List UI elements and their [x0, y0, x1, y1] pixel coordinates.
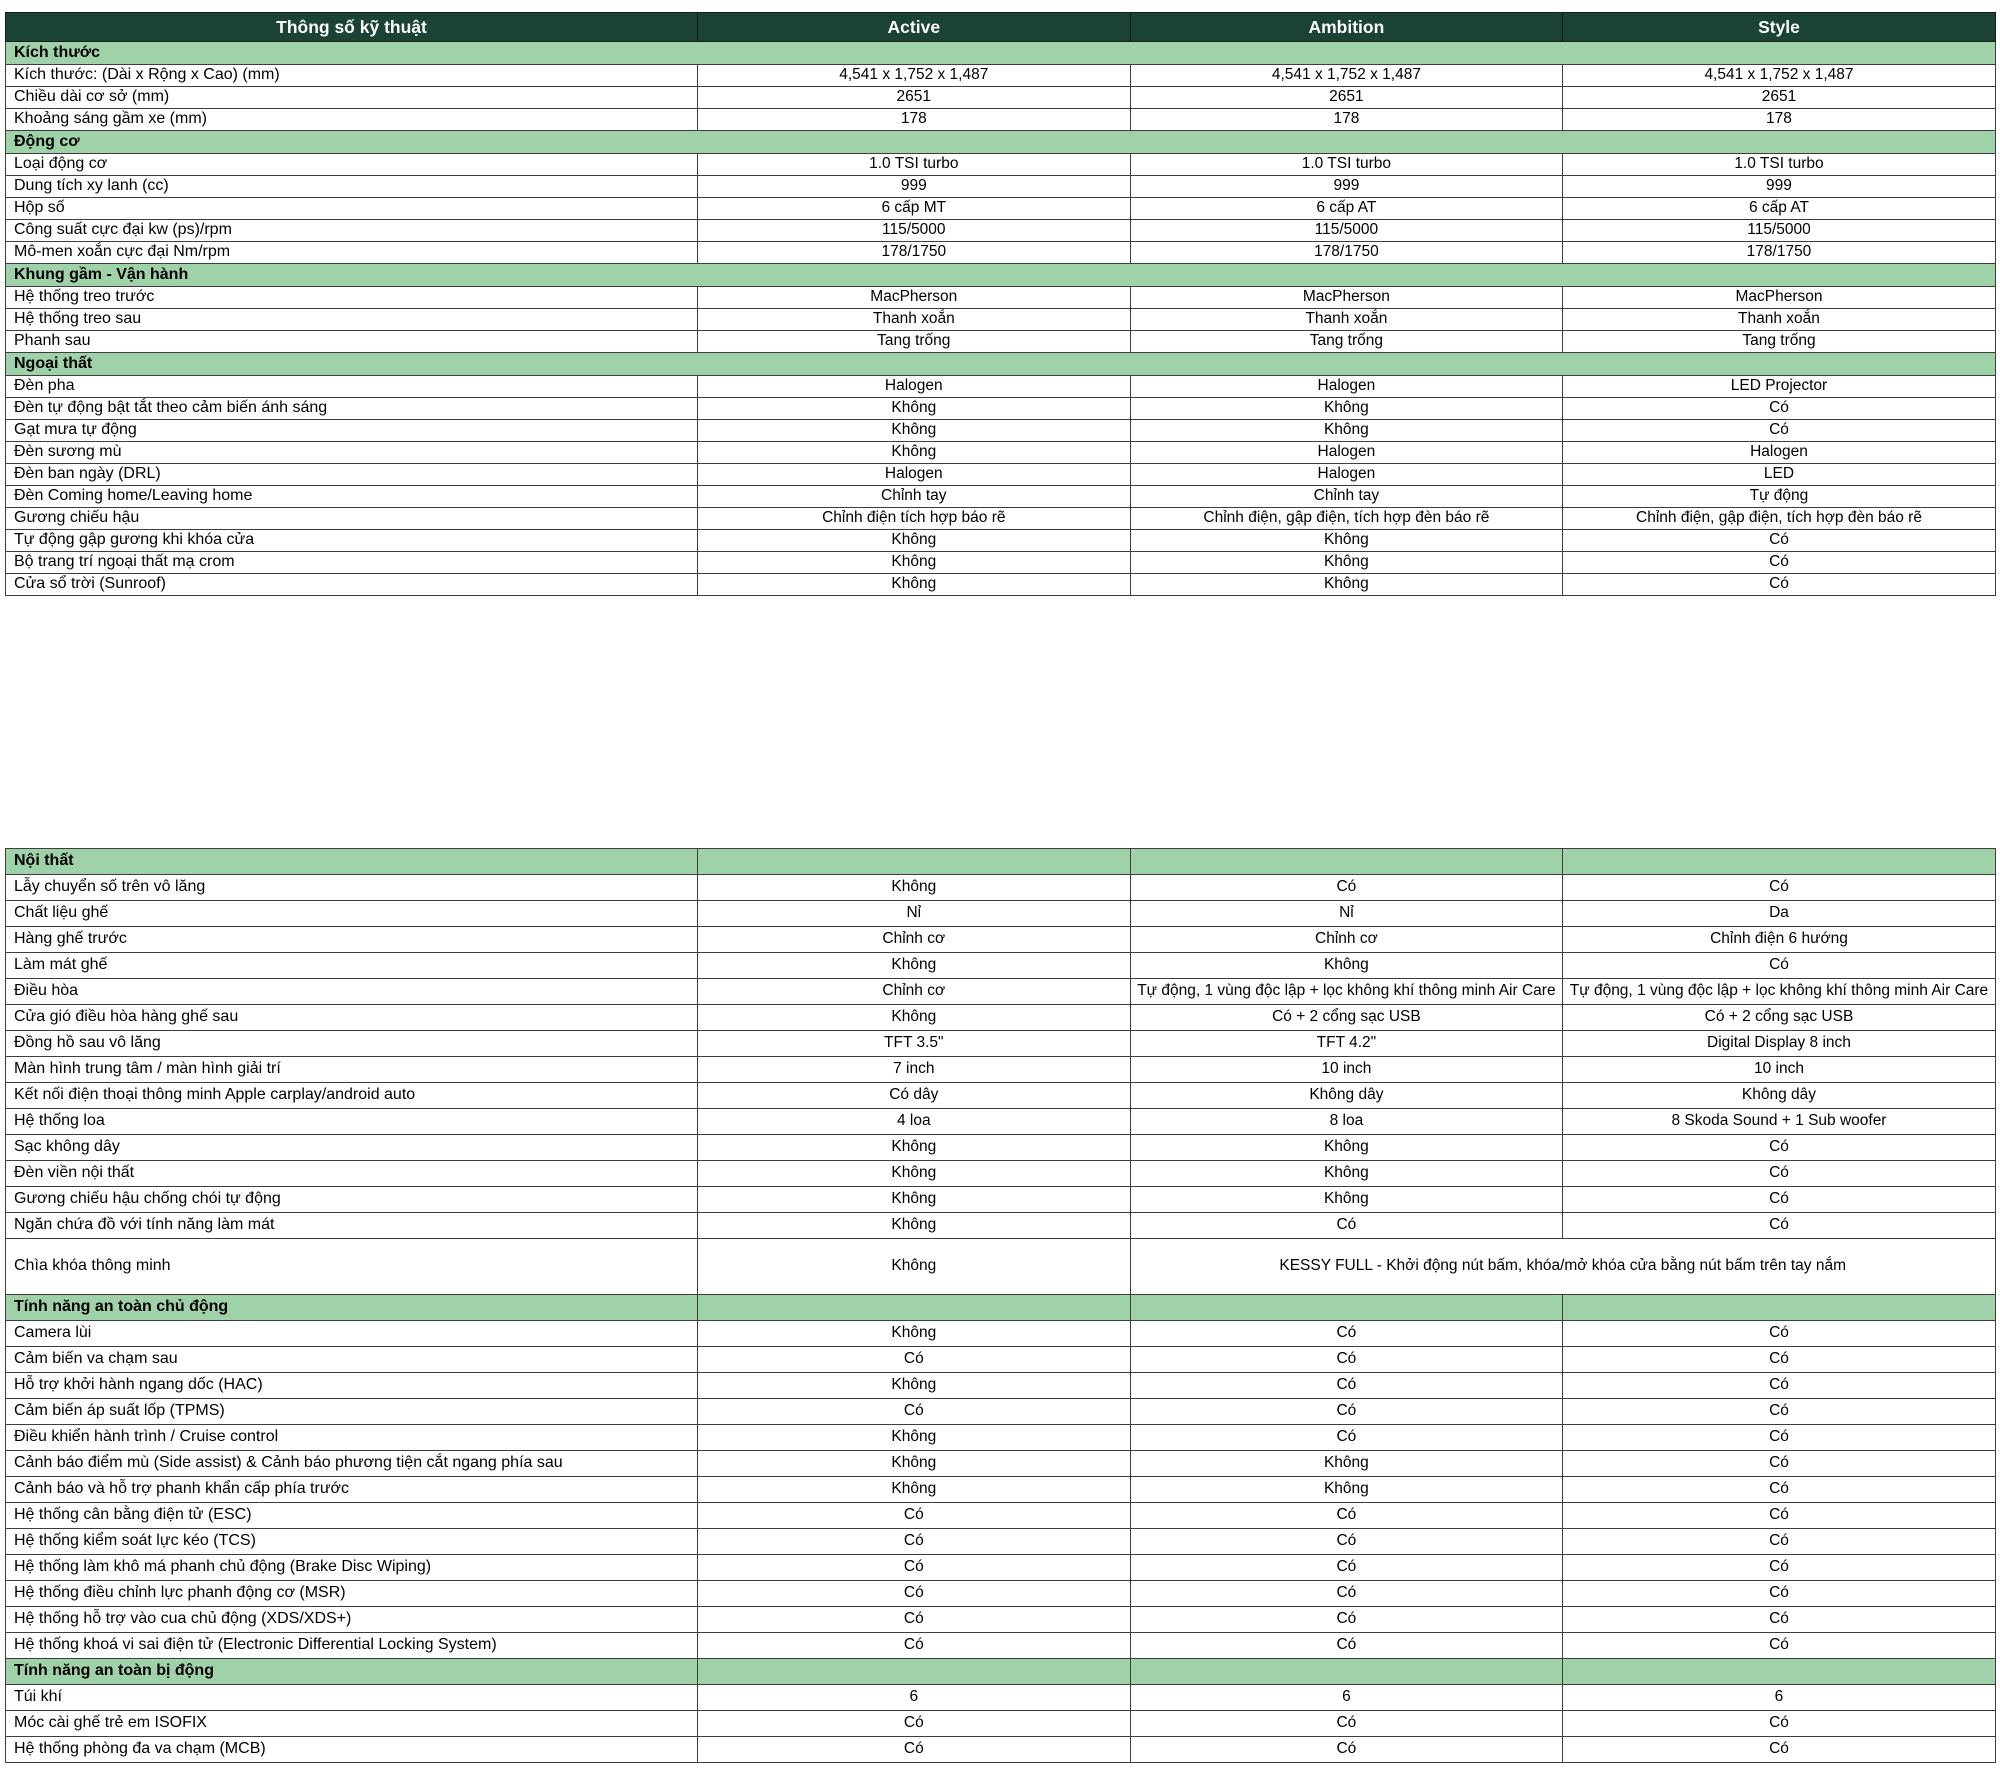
- spec-row: [6, 901, 1996, 927]
- spec-value: Chỉnh tay: [1130, 486, 1563, 508]
- spec-label: Cảnh báo điểm mù (Side assist) & Cảnh báo phương tiện cắt ngang phía sau: [6, 1451, 698, 1477]
- column-header-active: Active: [698, 13, 1131, 42]
- spec-value: Có: [1563, 1213, 1996, 1239]
- spec-value: 10 inch: [1130, 1057, 1563, 1083]
- spec-label: Bộ trang trí ngoại thất mạ crom: [6, 552, 698, 574]
- spec-value: 6: [1130, 1685, 1563, 1711]
- spec-row: [6, 242, 1996, 264]
- spec-value: Không: [1130, 530, 1563, 552]
- spec-value: 2651: [1563, 87, 1996, 109]
- spec-value: Có: [1130, 1555, 1563, 1581]
- spec-row: [6, 198, 1996, 220]
- spec-value: Không dây: [1130, 1083, 1563, 1109]
- spec-value: 1.0 TSI turbo: [1130, 154, 1563, 176]
- spec-value: 4,541 x 1,752 x 1,487: [1130, 65, 1563, 87]
- spec-label: Kết nối điện thoại thông minh Apple carplay/android auto: [6, 1083, 698, 1109]
- spec-label: Đèn sương mù: [6, 442, 698, 464]
- spec-value: Chỉnh điện 6 hướng: [1563, 927, 1996, 953]
- section-header: Khung gầm - Vận hành: [6, 264, 1996, 287]
- spec-value: Có: [1130, 1607, 1563, 1633]
- spec-value: Không: [698, 1161, 1131, 1187]
- spec-label: Cửa sổ trời (Sunroof): [6, 574, 698, 596]
- spec-row: [6, 875, 1996, 901]
- spec-label: Hệ thống làm khô má phanh chủ động (Brake Disc Wiping): [6, 1555, 698, 1581]
- spec-value: Không: [1130, 1477, 1563, 1503]
- section-header-fill: [1130, 1659, 1563, 1685]
- spec-value: Có: [1130, 1711, 1563, 1737]
- spec-value: Thanh xoắn: [1563, 309, 1996, 331]
- spec-value: 178/1750: [1130, 242, 1563, 264]
- spec-value: Có: [1130, 1373, 1563, 1399]
- spec-value-merged: KESSY FULL - Khởi động nút bấm, khóa/mở khóa cửa bằng nút bấm trên tay nắm: [1130, 1239, 1995, 1295]
- spec-label: Camera lùi: [6, 1321, 698, 1347]
- spec-value: Có: [1563, 420, 1996, 442]
- spec-label: Cảm biến va chạm sau: [6, 1347, 698, 1373]
- spec-value: Không: [1130, 953, 1563, 979]
- spec-value: 4,541 x 1,752 x 1,487: [1563, 65, 1996, 87]
- spec-label: Hệ thống treo trước: [6, 287, 698, 309]
- section-header-fill: [1563, 1295, 1996, 1321]
- spec-value: Có: [1563, 1477, 1996, 1503]
- section-header-fill: [698, 849, 1131, 875]
- section-header: Tính năng an toàn bị động: [6, 1659, 698, 1685]
- spec-value: Có: [1563, 398, 1996, 420]
- spec-value: Thanh xoắn: [1130, 309, 1563, 331]
- spec-value: Có: [1130, 1529, 1563, 1555]
- spec-value: 2651: [698, 87, 1131, 109]
- spec-value: 6 cấp AT: [1563, 198, 1996, 220]
- spec-value: Nỉ: [698, 901, 1131, 927]
- spec-value: 8 loa: [1130, 1109, 1563, 1135]
- spec-value: Có: [698, 1529, 1131, 1555]
- spec-row: [6, 1633, 1996, 1659]
- spec-value: Không: [1130, 1135, 1563, 1161]
- spec-label: Đèn Coming home/Leaving home: [6, 486, 698, 508]
- spec-value: 6: [698, 1685, 1131, 1711]
- spec-value: Không: [698, 420, 1131, 442]
- spec-row: [6, 1239, 1996, 1295]
- spec-value: Tang trống: [1563, 331, 1996, 353]
- spec-value: LED Projector: [1563, 376, 1996, 398]
- spec-label: Đèn pha: [6, 376, 698, 398]
- column-header-style: Style: [1563, 13, 1996, 42]
- spec-value: Không: [1130, 1161, 1563, 1187]
- spec-value: Có: [1563, 1711, 1996, 1737]
- spec-row: [6, 1213, 1996, 1239]
- spec-label: Hàng ghế trước: [6, 927, 698, 953]
- spec-row: [6, 574, 1996, 596]
- spec-value: TFT 4.2": [1130, 1031, 1563, 1057]
- spec-row: [6, 376, 1996, 398]
- spec-value: Có: [1130, 1425, 1563, 1451]
- spec-value: Có: [1563, 953, 1996, 979]
- spec-value: Có: [1563, 1373, 1996, 1399]
- spec-value: Có: [698, 1737, 1131, 1763]
- spec-label: Hệ thống loa: [6, 1109, 698, 1135]
- spec-row: [6, 1425, 1996, 1451]
- spec-value: Halogen: [1130, 442, 1563, 464]
- spec-value: Da: [1563, 901, 1996, 927]
- spec-value: Chỉnh cơ: [698, 979, 1131, 1005]
- spec-value: Có: [1563, 1451, 1996, 1477]
- spec-value: Có: [1563, 552, 1996, 574]
- spec-value: Có: [1563, 1737, 1996, 1763]
- spec-value: 6 cấp AT: [1130, 198, 1563, 220]
- spec-row: [6, 287, 1996, 309]
- section-header-fill: [1563, 1659, 1996, 1685]
- spec-value: Có: [1563, 1135, 1996, 1161]
- spec-row: [6, 420, 1996, 442]
- section-header-fill: [1130, 1295, 1563, 1321]
- spec-label: Cửa gió điều hòa hàng ghế sau: [6, 1005, 698, 1031]
- spec-value: 1.0 TSI turbo: [698, 154, 1131, 176]
- spec-label: Hệ thống hỗ trợ vào cua chủ động (XDS/XDS+): [6, 1607, 698, 1633]
- spec-value: LED: [1563, 464, 1996, 486]
- spec-value: Halogen: [698, 464, 1131, 486]
- spec-value: 115/5000: [1563, 220, 1996, 242]
- spec-row: [6, 1161, 1996, 1187]
- spec-value: 8 Skoda Sound + 1 Sub woofer: [1563, 1109, 1996, 1135]
- spec-value: Có: [1130, 1213, 1563, 1239]
- spec-value: Có: [1563, 1321, 1996, 1347]
- section-header: Ngoại thất: [6, 353, 1996, 376]
- spec-value: Có: [698, 1399, 1131, 1425]
- spec-value: Chỉnh điện tích hợp báo rẽ: [698, 508, 1131, 530]
- spec-value: Không: [698, 1187, 1131, 1213]
- spec-label: Móc cài ghế trẻ em ISOFIX: [6, 1711, 698, 1737]
- spec-value: Có: [1563, 1347, 1996, 1373]
- spec-value: Có: [1130, 1737, 1563, 1763]
- spec-row: [6, 1607, 1996, 1633]
- spec-row: [6, 1477, 1996, 1503]
- spec-row: [6, 1083, 1996, 1109]
- spec-value: Không: [698, 1373, 1131, 1399]
- spec-value: Không: [698, 398, 1131, 420]
- spec-label: Mô-men xoắn cực đại Nm/rpm: [6, 242, 698, 264]
- spec-value: Có: [1563, 1503, 1996, 1529]
- spec-value: Có + 2 cổng sạc USB: [1563, 1005, 1996, 1031]
- spec-label: Đèn viền nội thất: [6, 1161, 698, 1187]
- spec-label: Gạt mưa tự động: [6, 420, 698, 442]
- spec-row: [6, 1711, 1996, 1737]
- spec-row: [6, 220, 1996, 242]
- spec-value: Có: [1563, 1581, 1996, 1607]
- spec-label: Lẫy chuyển số trên vô lăng: [6, 875, 698, 901]
- spec-label: Phanh sau: [6, 331, 698, 353]
- spec-label: Tự động gập gương khi khóa cửa: [6, 530, 698, 552]
- spec-label: Đồng hồ sau vô lăng: [6, 1031, 698, 1057]
- spec-label: Hệ thống treo sau: [6, 309, 698, 331]
- section-row: [6, 353, 1996, 376]
- spec-row: [6, 530, 1996, 552]
- spec-value: Không: [1130, 552, 1563, 574]
- spec-row: [6, 1109, 1996, 1135]
- spec-value: Có: [698, 1711, 1131, 1737]
- spec-table-top: [5, 12, 1996, 596]
- spec-label: Ngăn chứa đồ với tính năng làm mát: [6, 1213, 698, 1239]
- spec-value: Có: [1563, 1529, 1996, 1555]
- spec-value: Có: [698, 1607, 1131, 1633]
- spec-value: Không: [698, 1239, 1131, 1295]
- spec-label: Hỗ trợ khởi hành ngang dốc (HAC): [6, 1373, 698, 1399]
- spec-value: 178/1750: [698, 242, 1131, 264]
- spec-value: TFT 3.5": [698, 1031, 1131, 1057]
- section-header-fill: [1563, 849, 1996, 875]
- spec-value: Halogen: [698, 376, 1131, 398]
- spec-value: Không: [698, 1005, 1131, 1031]
- spec-value: Tự động, 1 vùng độc lập + lọc không khí thông minh Air Care: [1130, 979, 1563, 1005]
- spec-value: Halogen: [1563, 442, 1996, 464]
- spec-value: Có: [1563, 1607, 1996, 1633]
- section-header: Nội thất: [6, 849, 698, 875]
- spec-row: [6, 1581, 1996, 1607]
- column-header-spec: Thông số kỹ thuật: [6, 13, 698, 42]
- spec-value: Thanh xoắn: [698, 309, 1131, 331]
- spec-value: MacPherson: [698, 287, 1131, 309]
- spec-row: [6, 1373, 1996, 1399]
- spec-value: Không: [698, 574, 1131, 596]
- spec-row: [6, 1451, 1996, 1477]
- section-row: [6, 264, 1996, 287]
- spec-label: Sạc không dây: [6, 1135, 698, 1161]
- spec-label: Hệ thống kiểm soát lực kéo (TCS): [6, 1529, 698, 1555]
- spec-label: Đèn tự động bật tắt theo cảm biến ánh sáng: [6, 398, 698, 420]
- spec-row: [6, 552, 1996, 574]
- spec-label: Dung tích xy lanh (cc): [6, 176, 698, 198]
- spec-row: [6, 508, 1996, 530]
- spec-row: [6, 1005, 1996, 1031]
- spec-row: [6, 927, 1996, 953]
- spec-row: [6, 65, 1996, 87]
- spec-row: [6, 979, 1996, 1005]
- spec-value: Có: [1130, 1347, 1563, 1373]
- spec-row: [6, 486, 1996, 508]
- spec-value: Không: [698, 1321, 1131, 1347]
- spec-value: MacPherson: [1563, 287, 1996, 309]
- section-header: Động cơ: [6, 131, 1996, 154]
- spec-value: Có: [1563, 1399, 1996, 1425]
- spec-row: [6, 1057, 1996, 1083]
- spec-row: [6, 1529, 1996, 1555]
- spec-row: [6, 1555, 1996, 1581]
- section-row: [6, 1295, 1996, 1321]
- spec-label: Làm mát ghế: [6, 953, 698, 979]
- section-header-fill: [698, 1295, 1131, 1321]
- spec-value: Không: [698, 530, 1131, 552]
- spec-value: Không: [698, 442, 1131, 464]
- spec-value: Chỉnh điện, gập điện, tích hợp đèn báo rẽ: [1130, 508, 1563, 530]
- spec-value: Có: [698, 1555, 1131, 1581]
- spec-row: [6, 442, 1996, 464]
- spec-row: [6, 953, 1996, 979]
- spec-value: MacPherson: [1130, 287, 1563, 309]
- spec-row: [6, 1399, 1996, 1425]
- spec-value: Có + 2 cổng sạc USB: [1130, 1005, 1563, 1031]
- spec-row: [6, 1187, 1996, 1213]
- spec-row: [6, 109, 1996, 131]
- spec-value: 6: [1563, 1685, 1996, 1711]
- spec-value: 10 inch: [1563, 1057, 1996, 1083]
- spec-value: Có: [698, 1503, 1131, 1529]
- spec-label: Chất liệu ghế: [6, 901, 698, 927]
- spec-label: Túi khí: [6, 1685, 698, 1711]
- spec-label: Gương chiếu hậu chống chói tự động: [6, 1187, 698, 1213]
- spec-value: 6 cấp MT: [698, 198, 1131, 220]
- spec-row: [6, 154, 1996, 176]
- spec-value: Không: [698, 552, 1131, 574]
- spec-value: Có: [1563, 875, 1996, 901]
- spec-row: [6, 87, 1996, 109]
- spec-row: [6, 1321, 1996, 1347]
- spec-label: Cảm biến áp suất lốp (TPMS): [6, 1399, 698, 1425]
- spec-value: 115/5000: [698, 220, 1131, 242]
- spec-row: [6, 331, 1996, 353]
- spec-value: Không dây: [1563, 1083, 1996, 1109]
- spec-row: [6, 1135, 1996, 1161]
- spec-value: 7 inch: [698, 1057, 1131, 1083]
- spec-label: Loại động cơ: [6, 154, 698, 176]
- spec-value: 115/5000: [1130, 220, 1563, 242]
- spec-value: Có: [698, 1581, 1131, 1607]
- spec-value: 178: [698, 109, 1131, 131]
- spec-value: Có: [1130, 1633, 1563, 1659]
- spec-value: 2651: [1130, 87, 1563, 109]
- spec-value: Có: [1563, 1187, 1996, 1213]
- spec-value: Có: [1563, 574, 1996, 596]
- spec-value: 999: [1130, 176, 1563, 198]
- spec-value: Có: [1130, 1503, 1563, 1529]
- spec-row: [6, 309, 1996, 331]
- spec-row: [6, 176, 1996, 198]
- spec-label: Công suất cực đại kw (ps)/rpm: [6, 220, 698, 242]
- spec-label: Điều hòa: [6, 979, 698, 1005]
- section-row: [6, 131, 1996, 154]
- spec-label: Chiều dài cơ sở (mm): [6, 87, 698, 109]
- spec-value: Không: [698, 1213, 1131, 1239]
- column-header-ambition: Ambition: [1130, 13, 1563, 42]
- spec-label: Hệ thống điều chỉnh lực phanh động cơ (MSR): [6, 1581, 698, 1607]
- spec-value: Digital Display 8 inch: [1563, 1031, 1996, 1057]
- spec-label: Hệ thống cân bằng điện tử (ESC): [6, 1503, 698, 1529]
- spec-value: Có: [1563, 1161, 1996, 1187]
- spec-value: Không: [698, 1135, 1131, 1161]
- spec-value: Không: [698, 953, 1131, 979]
- spec-value: Tang trống: [698, 331, 1131, 353]
- spec-value: Có: [698, 1633, 1131, 1659]
- spec-value: Halogen: [1130, 376, 1563, 398]
- spec-row: [6, 464, 1996, 486]
- spec-label: Màn hình trung tâm / màn hình giải trí: [6, 1057, 698, 1083]
- spec-value: Không: [1130, 1451, 1563, 1477]
- spec-label: Khoảng sáng gầm xe (mm): [6, 109, 698, 131]
- spec-value: 999: [698, 176, 1131, 198]
- spec-value: Có dây: [698, 1083, 1131, 1109]
- spec-value: 1.0 TSI turbo: [1563, 154, 1996, 176]
- spec-value: Không: [698, 875, 1131, 901]
- spec-value: Có: [1130, 1399, 1563, 1425]
- spec-value: Không: [1130, 1187, 1563, 1213]
- spec-value: Có: [1563, 1633, 1996, 1659]
- spec-label: Điều khiển hành trình / Cruise control: [6, 1425, 698, 1451]
- spec-table-bottom: [5, 848, 1996, 1763]
- spec-value: 178/1750: [1563, 242, 1996, 264]
- spec-value: Có: [1130, 875, 1563, 901]
- spec-value: Tang trống: [1130, 331, 1563, 353]
- spec-row: [6, 1737, 1996, 1763]
- spec-row: [6, 1685, 1996, 1711]
- spec-value: Có: [1130, 1581, 1563, 1607]
- spec-label: Hộp số: [6, 198, 698, 220]
- spec-value: Chỉnh điện, gập điện, tích hợp đèn báo rẽ: [1563, 508, 1996, 530]
- spec-value: Không: [698, 1477, 1131, 1503]
- spec-value: Không: [1130, 420, 1563, 442]
- spec-value: 178: [1563, 109, 1996, 131]
- spec-row: [6, 1347, 1996, 1373]
- section-row: [6, 42, 1996, 65]
- spec-label: Gương chiếu hậu: [6, 508, 698, 530]
- spec-label: Đèn ban ngày (DRL): [6, 464, 698, 486]
- section-header: Kích thước: [6, 42, 1996, 65]
- section-header-fill: [1130, 849, 1563, 875]
- spec-row: [6, 1503, 1996, 1529]
- spec-value: Chỉnh tay: [698, 486, 1131, 508]
- section-header-fill: [698, 1659, 1131, 1685]
- spec-value: Không: [698, 1451, 1131, 1477]
- spec-value: 999: [1563, 176, 1996, 198]
- spec-label: Hệ thống phòng đa va chạm (MCB): [6, 1737, 698, 1763]
- spec-value: Chỉnh cơ: [1130, 927, 1563, 953]
- section-row: [6, 849, 1996, 875]
- spec-value: Tự động, 1 vùng độc lập + lọc không khí thông minh Air Care: [1563, 979, 1996, 1005]
- spec-value: Có: [1130, 1321, 1563, 1347]
- spec-row: [6, 398, 1996, 420]
- spec-value: Không: [698, 1425, 1131, 1451]
- spec-value: Không: [1130, 574, 1563, 596]
- spec-value: Có: [698, 1347, 1131, 1373]
- spec-value: Có: [1563, 1555, 1996, 1581]
- spec-value: Có: [1563, 1425, 1996, 1451]
- spec-value: Không: [1130, 398, 1563, 420]
- spec-row: [6, 1031, 1996, 1057]
- header-row: [6, 13, 1996, 42]
- section-header: Tính năng an toàn chủ động: [6, 1295, 698, 1321]
- spec-value: Tự động: [1563, 486, 1996, 508]
- spec-value: 4,541 x 1,752 x 1,487: [698, 65, 1131, 87]
- spec-label: Hệ thống khoá vi sai điện tử (Electronic Differential Locking System): [6, 1633, 698, 1659]
- spec-label: Kích thước: (Dài x Rộng x Cao) (mm): [6, 65, 698, 87]
- spec-value: Halogen: [1130, 464, 1563, 486]
- spec-label: Cảnh báo và hỗ trợ phanh khẩn cấp phía trước: [6, 1477, 698, 1503]
- spec-label: Chìa khóa thông minh: [6, 1239, 698, 1295]
- spec-value: Nỉ: [1130, 901, 1563, 927]
- spec-value: Có: [1563, 530, 1996, 552]
- spec-value: Chỉnh cơ: [698, 927, 1131, 953]
- section-row: [6, 1659, 1996, 1685]
- spec-value: 4 loa: [698, 1109, 1131, 1135]
- spec-value: 178: [1130, 109, 1563, 131]
